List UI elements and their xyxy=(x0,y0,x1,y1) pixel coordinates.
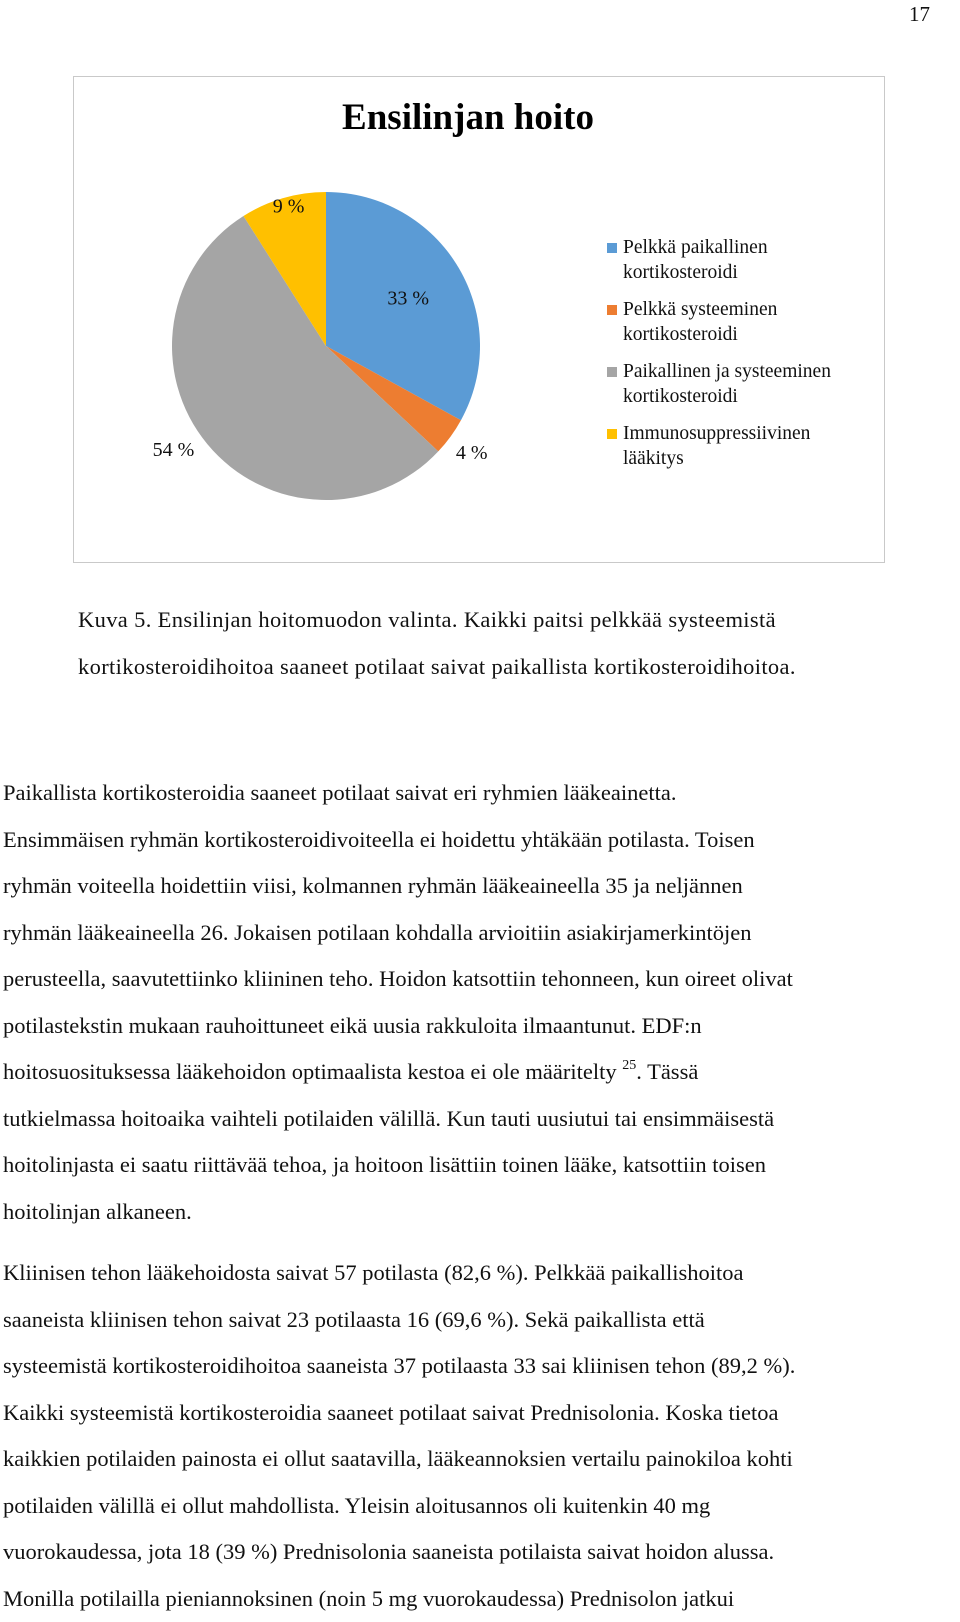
legend-label: lääkitys xyxy=(623,446,877,471)
text-line: potilastekstin mukaan rauhoittuneet eikä uusia rakkuloita ilmaantunut. EDF:n xyxy=(3,1003,958,1050)
paragraph xyxy=(3,770,958,1235)
text-line: perusteella, saavutettiinko kliininen teho. Hoidon katsottiin tehonneen, kun oireet olivat xyxy=(3,956,958,1003)
text-line: Paikallista kortikosteroidia saaneet potilaat saivat eri ryhmien lääkeainetta. xyxy=(3,770,958,817)
reference-superscript: 25 xyxy=(622,1058,636,1073)
legend-label: kortikosteroidi xyxy=(623,384,877,409)
body-text xyxy=(3,770,958,1622)
figure-caption xyxy=(78,596,948,690)
text-line: hoitolinjasta ei saatu riittävää tehoa, ja hoitoon lisättiin toinen lääke, katsottiin toisen xyxy=(3,1142,958,1189)
legend-swatch xyxy=(607,367,617,377)
legend-item xyxy=(607,235,877,285)
text-line: Monilla potilailla pieniannoksinen (noin 5 mg vuorokaudessa) Prednisolon jatkui xyxy=(3,1576,958,1622)
pie-slice-label: 54 % xyxy=(153,439,195,461)
legend-swatch xyxy=(607,243,617,253)
pie-slice-label: 33 % xyxy=(387,287,429,309)
legend-label: Pelkkä paikallinen xyxy=(623,235,877,260)
text-line: vuorokaudessa, jota 18 (39 %) Prednisolonia saaneista potilaista saivat hoidon alussa. xyxy=(3,1529,958,1576)
legend-swatch xyxy=(607,305,617,315)
legend-swatch xyxy=(607,429,617,439)
pie-chart-frame xyxy=(73,76,885,563)
legend-item xyxy=(607,359,877,409)
text-line: Kaikki systeemistä kortikosteroidia saaneet potilaat saivat Prednisolonia. Koska tietoa xyxy=(3,1390,958,1437)
caption-line: Kuva 5. Ensilinjan hoitomuodon valinta. Kaikki paitsi pelkkää systeemistä xyxy=(78,596,948,643)
text-line: kaikkien potilaiden painosta ei ollut saatavilla, lääkeannoksien vertailu painokiloa kohti xyxy=(3,1436,958,1483)
paragraph xyxy=(3,1250,958,1622)
text-segment: hoitosuosituksessa lääkehoidon optimaalista kestoa ei ole määritelty xyxy=(3,1059,622,1084)
legend-item xyxy=(607,297,877,347)
text-line: hoitolinjan alkaneen. xyxy=(3,1189,958,1236)
text-line: ryhmän voiteella hoidettiin viisi, kolmannen ryhmän lääkeaineella 35 ja neljännen xyxy=(3,863,958,910)
text-line: ryhmän lääkeaineella 26. Jokaisen potilaan kohdalla arvioitiin asiakirjamerkintöjen xyxy=(3,910,958,957)
page-number: 17 xyxy=(909,2,930,27)
legend-label: kortikosteroidi xyxy=(623,260,877,285)
text-line: saaneista kliinisen tehon saivat 23 potilaasta 16 (69,6 %). Sekä paikallista että xyxy=(3,1297,958,1344)
chart-title: Ensilinjan hoito xyxy=(342,97,594,138)
legend-label: Immunosuppressiivinen xyxy=(623,421,877,446)
legend-label: kortikosteroidi xyxy=(623,322,877,347)
text-line: Ensimmäisen ryhmän kortikosteroidivoiteella ei hoidettu yhtäkään potilasta. Toisen xyxy=(3,817,958,864)
text-line: systeemistä kortikosteroidihoitoa saaneista 37 potilaasta 33 sai kliinisen tehon (89,2 %). xyxy=(3,1343,958,1390)
text-line: potilaiden välillä ei ollut mahdollista. Yleisin aloitusannos oli kuitenkin 40 mg xyxy=(3,1483,958,1530)
text-line: tutkielmassa hoitoaika vaihteli potilaiden välillä. Kun tauti uusiutui tai ensimmäisestä xyxy=(3,1096,958,1143)
caption-line: kortikosteroidihoitoa saaneet potilaat saivat paikallista kortikosteroidihoitoa. xyxy=(78,643,948,690)
text-segment: . Tässä xyxy=(636,1059,698,1084)
chart-legend xyxy=(607,235,877,483)
legend-label: Pelkkä systeeminen xyxy=(623,297,877,322)
legend-label: Paikallinen ja systeeminen xyxy=(623,359,877,384)
text-line: Kliinisen tehon lääkehoidosta saivat 57 potilasta (82,6 %). Pelkkää paikallishoitoa xyxy=(3,1250,958,1297)
text-line xyxy=(3,1049,958,1096)
pie-slice-label: 9 % xyxy=(273,195,305,217)
legend-item xyxy=(607,421,877,471)
pie-slice-label: 4 % xyxy=(456,442,488,464)
